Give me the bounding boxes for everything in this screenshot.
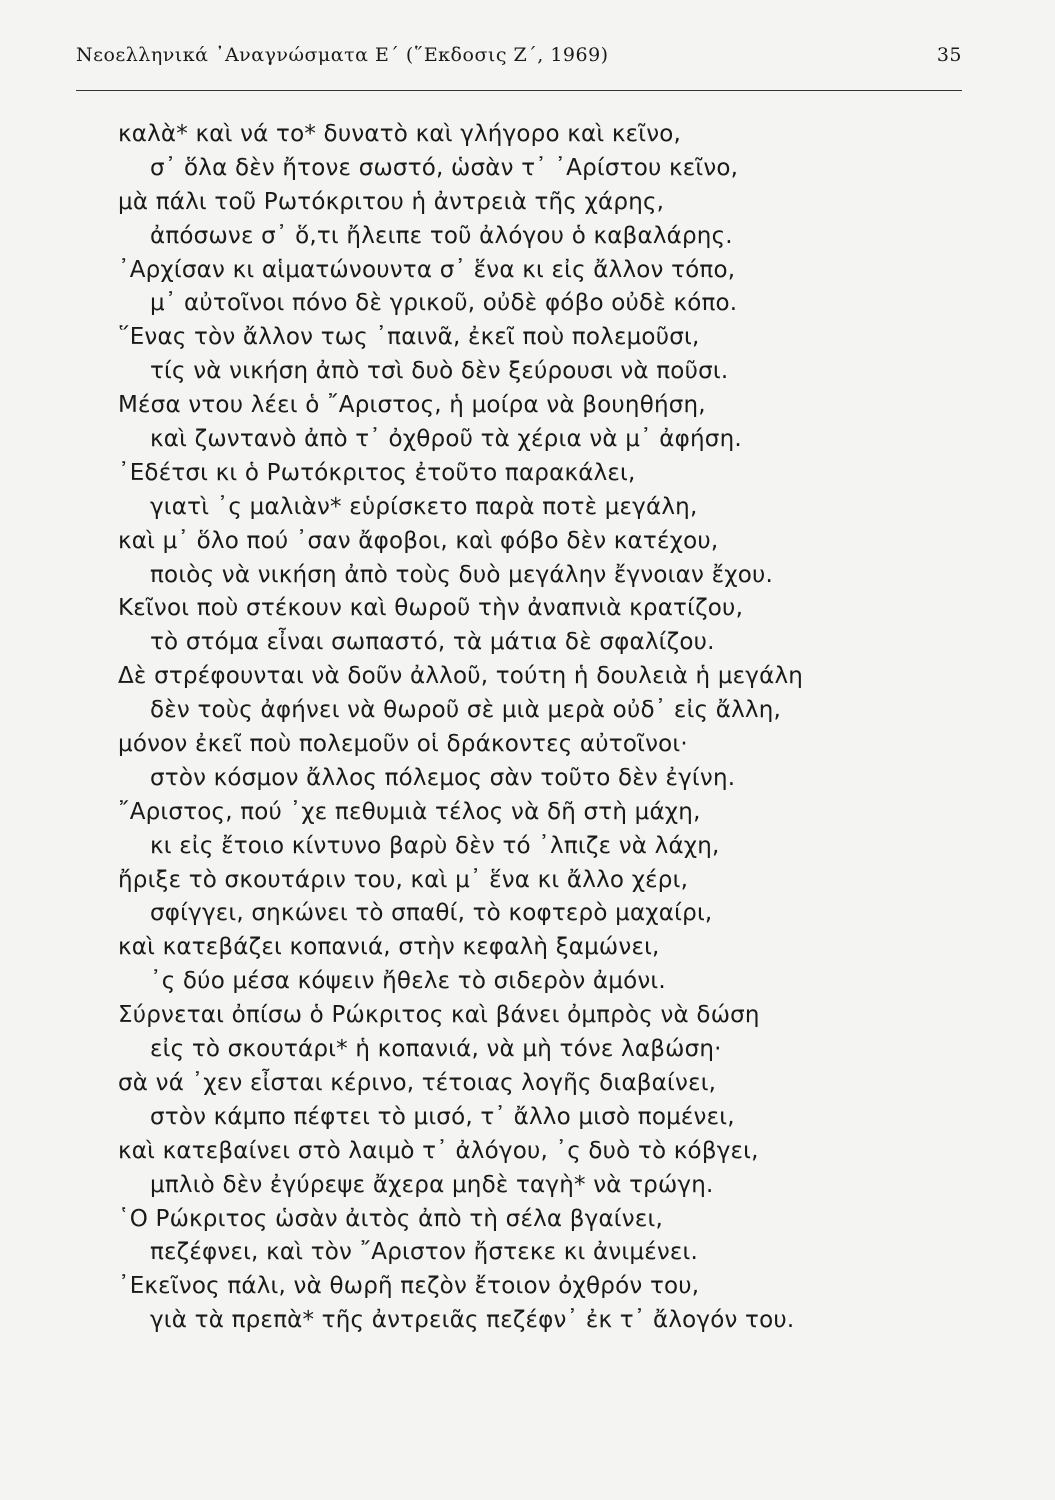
running-head [76,44,962,74]
verse-line: στὸν κάμπο πέφτει τὸ μισό, τ᾿ ἄλλο μισὸ πομένει, [150,1103,735,1130]
verse-line: ᾿Αρχίσαν κι αἱματώνουντα σ᾿ ἕνα κι εἰς ἄλλον τόπο, [118,256,736,283]
verse-line: ἤριξε τὸ σκουτάριν του, καὶ μ᾿ ἕνα κι ἄλλο χέρι, [118,866,689,893]
verse-line: στὸν κόσμον ἄλλος πόλεμος σὰν τοῦτο δὲν ἐγίνη. [150,764,736,791]
verse-line: Μέσα ντου λέει ὁ ῎Αριστος, ἡ μοίρα νὰ βουηθήση, [118,392,706,419]
running-head-title: Νεοελληνικά ᾿Αναγνώσματα Ε΄ (῞Εκδοσις Ζ΄, 1969) [76,44,609,66]
header-rule [76,90,962,91]
verse-line: ἀπόσωνε σ᾿ ὅ,τι ἤλειπε τοῦ ἀλόγου ὁ καβαλάρης. [150,222,733,249]
verse-line: Δὲ στρέφουνται νὰ δοῦν ἀλλοῦ, τούτη ἡ δουλειὰ ἡ μεγάλη [118,663,804,690]
verse-line: ῞Ενας τὸν ἄλλον τως ᾿παινᾶ, ἐκεῖ ποὺ πολεμοῦσι, [118,324,700,351]
verse-line: τὸ στόμα εἶναι σωπαστό, τὰ μάτια δὲ σφαλίζου. [150,629,715,656]
verse-line: καὶ μ᾿ ὅλο πού ᾿σαν ἄφοβοι, καὶ φόβο δὲν κατέχου, [118,527,719,554]
verse-line: πεζέφνει, καὶ τὸν ῎Αριστον ἤστεκε κι ἀνιμένει. [150,1239,699,1266]
verse-line: σὰ νά ᾿χεν εἶσται κέρινο, τέτοιας λογῆς διαβαίνει, [118,1069,717,1096]
verse-line: μόνον ἐκεῖ ποὺ πολεμοῦν οἱ δράκοντες αὐτοῖνοι· [118,731,688,758]
verse-line: κι εἰς ἔτοιο κίντυνο βαρὺ δὲν τό ᾿λπιζε νὰ λάχη, [150,832,720,859]
verse-line: καὶ ζωντανὸ ἀπὸ τ᾿ ὀχθροῦ τὰ χέρια νὰ μ᾿ ἀφήση. [150,426,742,453]
verse-line: Σύρνεται ὀπίσω ὁ Ρώκριτος καὶ βάνει ὀμπρὸς νὰ δώση [118,1002,760,1029]
verse-line: σ᾿ ὅλα δὲν ἤτονε σωστό, ὡσὰν τ᾿ ᾿Αρίστου κεῖνο, [150,154,739,181]
verse-line: Κεῖνοι ποὺ στέκουν καὶ θωροῦ τὴν ἀναπνιὰ κρατίζου, [118,595,744,622]
verse-line: καὶ κατεβάζει κοπανιά, στὴν κεφαλὴ ξαμώνει, [118,934,660,961]
verse-line: εἰς τὸ σκουτάρι* ἡ κοπανιά, νὰ μὴ τόνε λαβώση· [150,1036,722,1063]
verse-line: ᾿ς δύο μέσα κόψειν ἤθελε τὸ σιδερὸν ἀμόνι. [150,968,666,995]
verse-line: ποιὸς νὰ νικήση ἀπὸ τοὺς δυὸ μεγάλην ἔγνοιαν ἔχου. [150,561,773,588]
verse-line: καὶ κατεβαίνει στὸ λαιμὸ τ᾿ ἀλόγου, ᾿ς δυὸ τὸ κόβγει, [118,1137,759,1164]
verse-line: ᾿Εκεῖνος πάλι, νὰ θωρῆ πεζὸν ἔτοιον ὀχθρόν του, [118,1273,700,1300]
verse-line: μὰ πάλι τοῦ Ρωτόκριτου ἡ ἀντρειὰ τῆς χάρης, [118,188,665,215]
verse-line: καλὰ* καὶ νά το* δυνατὸ καὶ γλήγορο καὶ κεῖνο, [118,121,682,147]
verse-line: γιὰ τὰ πρεπὰ* τῆς ἀντρειᾶς πεζέφν᾿ ἐκ τ᾿ ἄλογόν του. [150,1307,795,1334]
verse-line: ῎Αριστος, πού ᾿χε πεθυμιὰ τέλος νὰ δῆ στὴ μάχη, [118,798,701,825]
verse-line: γιατὶ ᾿ς μαλιὰν* εὑρίσκετο παρὰ ποτὲ μεγάλη, [150,493,698,520]
poem-text [0,118,1055,1338]
verse-line: ῾Ο Ρώκριτος ὡσὰν ἀιτὸς ἀπὸ τὴ σέλα βγαίνει, [118,1205,663,1232]
verse-line: μπλιὸ δὲν ἐγύρεψε ἄχερα μηδὲ ταγὴ* νὰ τρώγη. [150,1171,714,1198]
verse-line: μ᾿ αὐτοῖνοι πόνο δὲ γρικοῦ, οὐδὲ φόβο οὐδὲ κόπο. [150,290,738,317]
verse-line: ᾿Εδέτσι κι ὁ Ρωτόκριτος ἐτοῦτο παρακάλει, [118,459,636,486]
verse-line: τίς νὰ νικήση ἀπὸ τσὶ δυὸ δὲν ξεύρουσι νὰ ποῦσι. [150,358,729,385]
verse-line: δὲν τοὺς ἀφήνει νὰ θωροῦ σὲ μιὰ μερὰ οὐδ᾿ εἰς ἄλλη, [150,697,782,724]
page-number: 35 [936,44,962,66]
verse-line: σφίγγει, σηκώνει τὸ σπαθί, τὸ κοφτερὸ μαχαίρι, [150,900,713,927]
